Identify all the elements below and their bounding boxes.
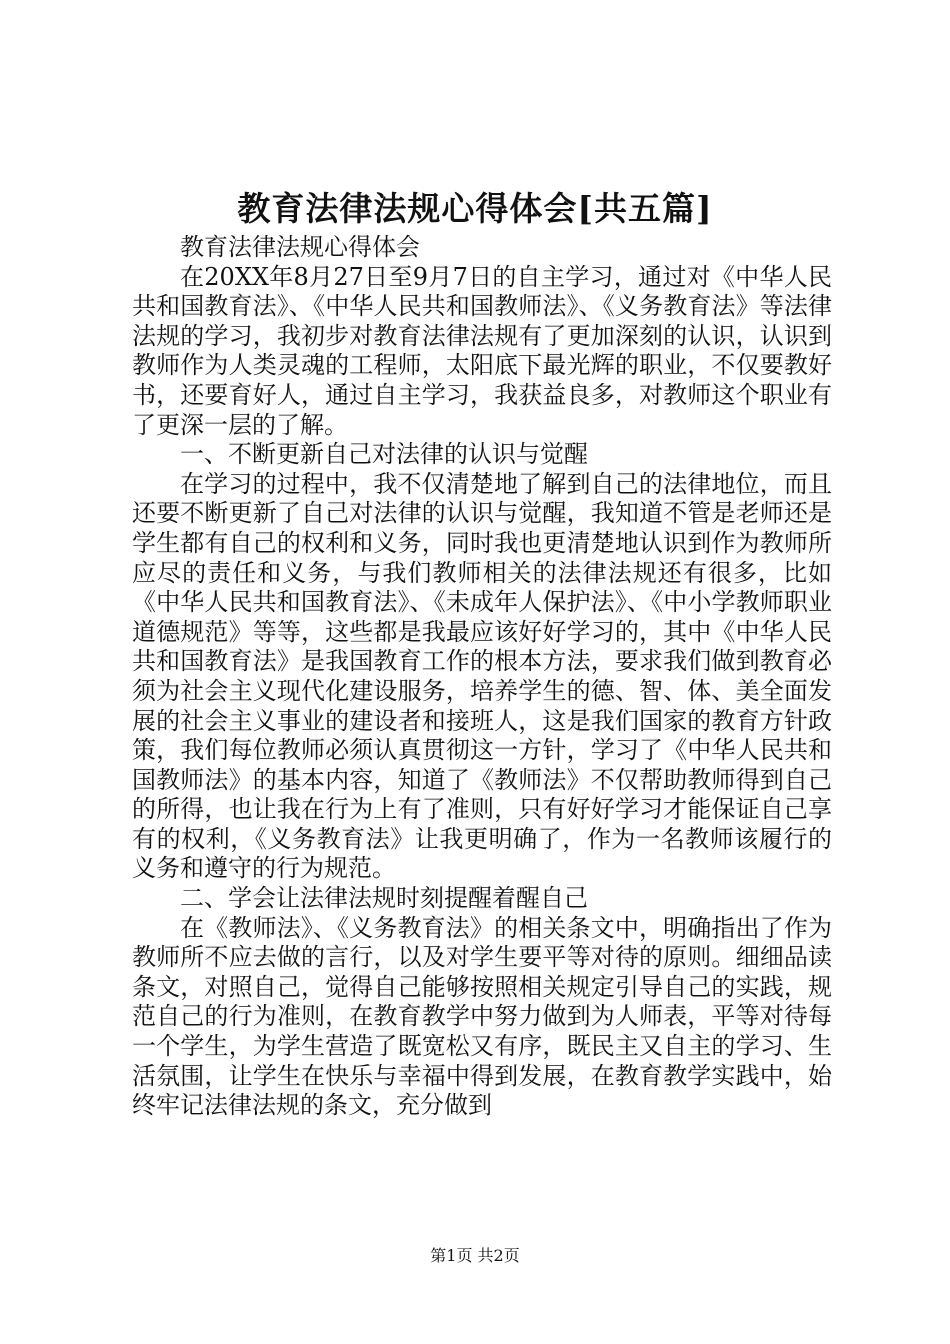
document-title: 教育法律法规心得体会[共五篇] — [237, 189, 713, 228]
document-body — [132, 233, 832, 1121]
page-footer: 第1页 共2页 — [430, 1246, 520, 1265]
section-1-paragraph: 在学习的过程中，我不仅清楚地了解到自己的法律地位，而且还要不断更新了自己对法律的认识与觉醒，我知道不管是老师还是学生都有自己的权利和义务，同时我也更清楚地认识到作为教师所应尽的责任和义务，与我们教师相关的法律法规还有很多，比如《中华人民共和国教育法》、《未成年人保护法》、《中小学教师职业道德规范》等等，这些都是我最应该好好学习的，其中《中华人民共和国教育法》是我国教育工作的根本方法，要求我们做到教育必须为社会主义现代化建设服务，培养学生的德、智、体、美全面发展的社会主义事业的建设者和接班人，这是我们国家的教育方针政策，我们每位教师必须认真贯彻这一方针，学习了《中华人民共和国教师法》的基本内容，知道了《教师法》不仅帮助教师得到自己的所得，也让我在行为上有了准则，只有好好学习才能保证自己享有的权利，《义务教育法》让我更明确了，作为一名教师该履行的义务和遵守的行为规范。 — [132, 469, 832, 883]
intro-paragraph: 在20XX年8月27日至9月7日的自主学习，通过对《中华人民共和国教育法》、《中华人民共和国教师法》、《义务教育法》等法律法规的学习，我初步对教育法律法规有了更加深刻的认识，认识到教师作为人类灵魂的工程师，太阳底下最光辉的职业，不仅要教好书，还要育好人，通过自主学习，我获益良多，对教师这个职业有了更深一层的了解。 — [132, 262, 832, 439]
section-heading-1: 一、不断更新自己对法律的认识与觉醒 — [180, 440, 588, 469]
section-2-paragraph: 在《教师法》、《义务教育法》的相关条文中，明确指出了作为教师所不应去做的言行，以及对学生要平等对待的原则。细细品读条文，对照自己，觉得自己能够按照相关规定引导自己的实践，规范自己的行为准则，在教育教学中努力做到为人师表，平等对待每一个学生，为学生营造了既宽松又有序，既民主又自主的学习、生活氛围，让学生在快乐与幸福中得到发展，在教育教学实践中，始终牢记法律法规的条文，充分做到 — [132, 913, 832, 1120]
section-heading-2: 二、学会让法律法规时刻提醒着醒自己 — [180, 884, 588, 913]
subtitle-paragraph: 教育法律法规心得体会 — [180, 233, 420, 261]
